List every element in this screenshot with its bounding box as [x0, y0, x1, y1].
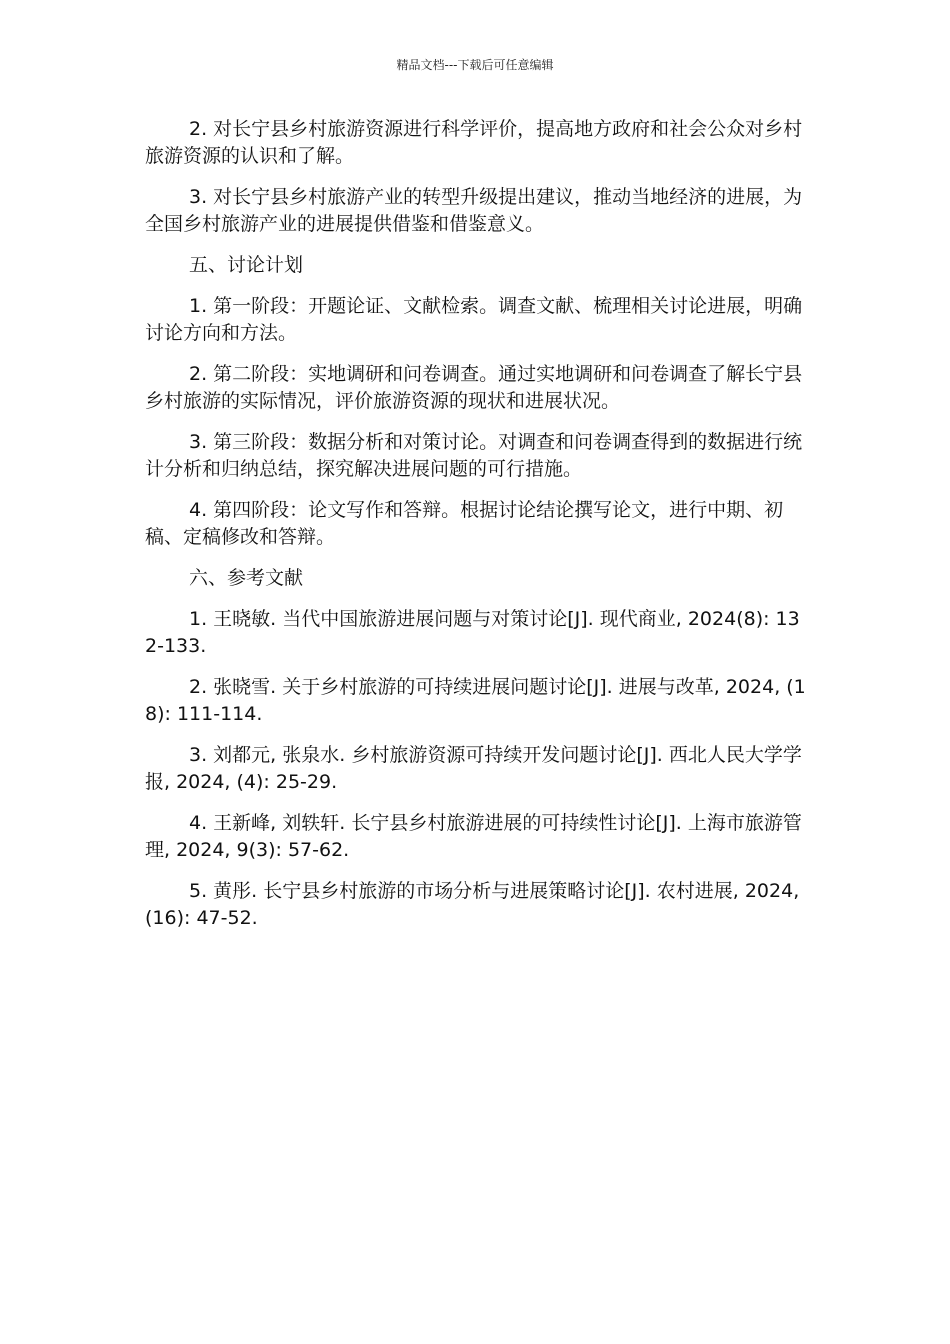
reference-item-4: 4. 王新峰, 刘轶轩. 长宁县乡村旅游进展的可持续性讨论[J]. 上海市旅游管理, 2024, 9(3): 57-62. [145, 812, 802, 861]
reference-item-5: 5. 黄彤. 长宁县乡村旅游的市场分析与进展策略讨论[J]. 农村进展, 2024, (16): 47-52. [145, 880, 800, 929]
page-header: 精品文档---下载后可任意编辑 [396, 58, 554, 72]
document-body [145, 116, 807, 946]
section-heading-references: 六、参考文献 [189, 567, 304, 589]
plan-item-1: 1. 第一阶段：开题论证、文献检索。调查文献、梳理相关讨论进展，明确讨论方向和方法。 [145, 295, 803, 344]
plan-item-2: 2. 第二阶段：实地调研和问卷调查。通过实地调研和问卷调查了解长宁县乡村旅游的实际情况，评价旅游资源的现状和进展状况。 [145, 363, 803, 412]
reference-item-2: 2. 张晓雪. 关于乡村旅游的可持续进展问题讨论[J]. 进展与改革, 2024, (18): 111-114. [145, 676, 806, 725]
reference-item-3: 3. 刘都元, 张泉水. 乡村旅游资源可持续开发问题讨论[J]. 西北人民大学学报, 2024, (4): 25-29. [145, 744, 802, 793]
plan-item-3: 3. 第三阶段：数据分析和对策讨论。对调查和问卷调查得到的数据进行统计分析和归纳总结，探究解决进展问题的可行措施。 [145, 431, 803, 480]
section-heading-plan: 五、讨论计划 [189, 254, 304, 276]
plan-item-4: 4. 第四阶段：论文写作和答辩。根据讨论结论撰写论文，进行中期、初稿、定稿修改和答辩。 [145, 499, 784, 548]
objective-item-2: 2. 对长宁县乡村旅游资源进行科学评价，提高地方政府和社会公众对乡村旅游资源的认识和了解。 [145, 118, 803, 167]
reference-item-1: 1. 王晓敏. 当代中国旅游进展问题与对策讨论[J]. 现代商业, 2024(8): 132-133. [145, 608, 800, 657]
objective-item-3: 3. 对长宁县乡村旅游产业的转型升级提出建议，推动当地经济的进展，为全国乡村旅游产业的进展提供借鉴和借鉴意义。 [145, 186, 803, 235]
